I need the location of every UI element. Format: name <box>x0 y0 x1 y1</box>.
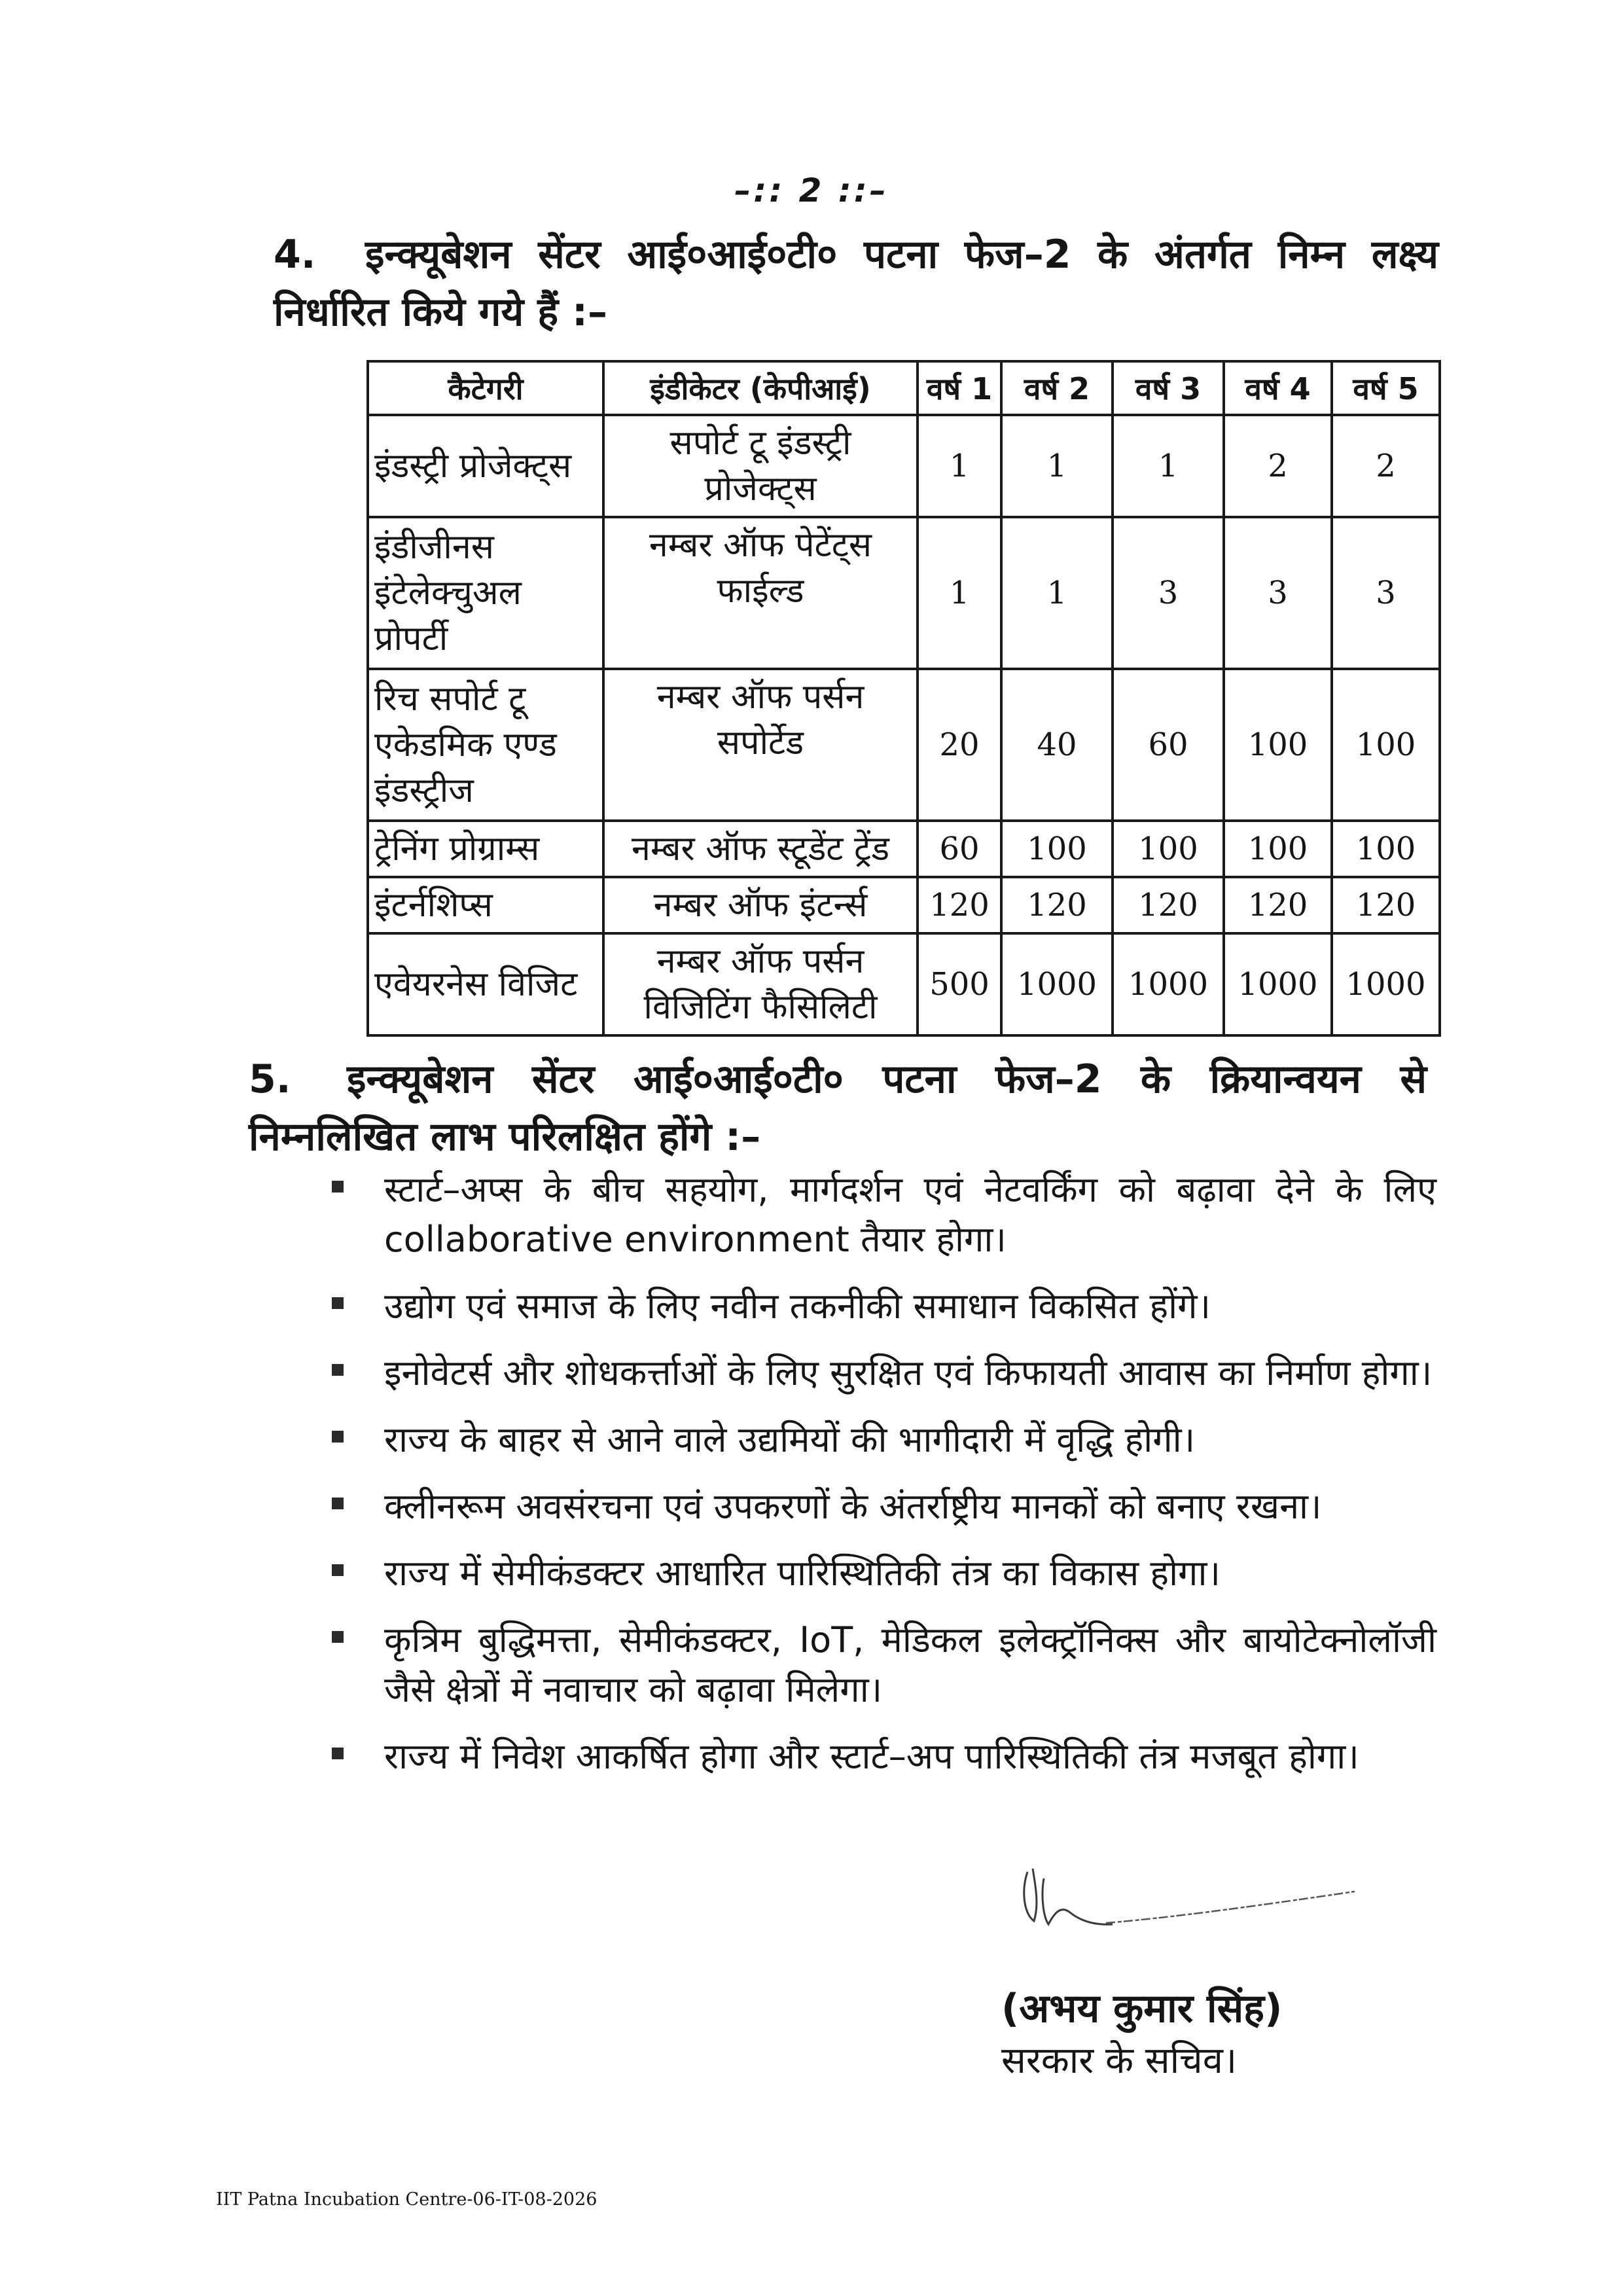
row-value-year-5: 100 <box>1332 669 1440 821</box>
row-value-year-1: 500 <box>918 933 1001 1035</box>
section-5-number: 5. <box>249 1056 291 1102</box>
row-value-year-2: 1000 <box>1001 933 1113 1035</box>
row-category: एवेयरनेस विजिट <box>368 933 603 1035</box>
section-4-heading-line1: इन्क्यूबेशन सेंटर आई०आई०टी० पटना फेज–2 के अंतर्गत निम्न लक्ष्य <box>365 232 1438 278</box>
bullet-square-icon <box>332 1181 344 1193</box>
row-value-year-2: 1 <box>1001 415 1113 517</box>
row-category: रिच सपोर्ट टू एकेडमिक एण्ड इंडस्ट्रीज <box>368 669 603 821</box>
benefits-list <box>324 1165 1436 1799</box>
header-year-3: वर्ष 3 <box>1113 361 1224 415</box>
header-year-4: वर्ष 4 <box>1224 361 1332 415</box>
row-value-year-1: 1 <box>918 415 1001 517</box>
section-4-heading <box>274 226 1438 344</box>
row-indicator: नम्बर ऑफ पेटेंट्स फाईल्ड <box>603 517 918 669</box>
handwritten-signature <box>1008 1852 1361 1937</box>
header-indicator: इंडीकेटर (केपीआई) <box>603 361 918 415</box>
row-indicator: नम्बर ऑफ पर्सन विजिटिंग फैसिलिटी <box>603 933 918 1035</box>
row-value-year-4: 100 <box>1224 821 1332 877</box>
row-value-year-3: 100 <box>1113 821 1224 877</box>
section-5-heading <box>249 1050 1427 1168</box>
signatory-name: (अभय कुमार सिंह) <box>1001 1986 1283 2032</box>
list-item <box>324 1282 1436 1331</box>
bullet-square-icon <box>332 1364 344 1376</box>
benefit-text: स्टार्ट–अप्स के बीच सहयोग, मार्गदर्शन एवं नेटवर्किंग को बढ़ावा देने के लिए collaborative environment तैयार होगा। <box>384 1169 1436 1260</box>
section-4-number: 4. <box>274 232 316 278</box>
header-category: कैटेगरी <box>368 361 603 415</box>
bullet-square-icon <box>332 1297 344 1309</box>
row-value-year-2: 1 <box>1001 517 1113 669</box>
table-row <box>368 415 1440 517</box>
benefit-text: कृत्रिम बुद्धिमत्ता, सेमीकंडक्टर, IoT, मेडिकल इलेक्ट्रॉनिक्स और बायोटेक्नोलॉजी जैसे क्षेत्रों में नवाचार को बढ़ावा मिलेगा। <box>384 1619 1436 1710</box>
row-value-year-5: 1000 <box>1332 933 1440 1035</box>
list-item <box>324 1732 1436 1782</box>
row-category: इंडस्ट्री प्रोजेक्ट्स <box>368 415 603 517</box>
row-value-year-1: 1 <box>918 517 1001 669</box>
row-value-year-1: 120 <box>918 877 1001 933</box>
row-indicator: सपोर्ट टू इंडस्ट्री प्रोजेक्ट्स <box>603 415 918 517</box>
row-value-year-2: 40 <box>1001 669 1113 821</box>
benefit-text: क्लीनरूम अवसंरचना एवं उपकरणों के अंतर्राष्ट्रीय मानकों को बनाए रखना। <box>384 1486 1322 1527</box>
page-number: –:: 2 ::– <box>734 171 889 209</box>
row-indicator: नम्बर ऑफ इंटर्न्स <box>603 877 918 933</box>
kpi-table <box>366 360 1441 1037</box>
footer-reference: IIT Patna Incubation Centre-06-IT-08-2026 <box>216 2189 597 2210</box>
row-value-year-4: 3 <box>1224 517 1332 669</box>
benefit-text: राज्य में निवेश आकर्षित होगा और स्टार्ट–अप पारिस्थितिकी तंत्र मजबूत होगा। <box>384 1736 1359 1777</box>
row-value-year-1: 60 <box>918 821 1001 877</box>
row-value-year-4: 120 <box>1224 877 1332 933</box>
row-category: ट्रेनिंग प्रोग्राम्स <box>368 821 603 877</box>
section-5-heading-line1: इन्क्यूबेशन सेंटर आई०आई०टी० पटना फेज–2 के क्रियान्वयन से <box>347 1056 1427 1102</box>
bullet-square-icon <box>332 1748 344 1759</box>
row-value-year-5: 100 <box>1332 821 1440 877</box>
section-4-heading-line2: निर्धारित किये गये हैं :– <box>274 289 607 335</box>
table-row <box>368 821 1440 877</box>
benefit-text: राज्य के बाहर से आने वाले उद्यमियों की भागीदारी में वृद्धि होगी। <box>384 1419 1196 1460</box>
list-item <box>324 1348 1436 1398</box>
benefit-text: उद्योग एवं समाज के लिए नवीन तकनीकी समाधान विकसित होंगे। <box>384 1285 1211 1327</box>
row-value-year-4: 1000 <box>1224 933 1332 1035</box>
table-row <box>368 877 1440 933</box>
row-value-year-2: 120 <box>1001 877 1113 933</box>
table-row <box>368 933 1440 1035</box>
row-value-year-5: 3 <box>1332 517 1440 669</box>
table-row <box>368 517 1440 669</box>
row-value-year-5: 120 <box>1332 877 1440 933</box>
benefit-text: इनोवेटर्स और शोधकर्त्ताओं के लिए सुरक्षित एवं किफायती आवास का निर्माण होगा। <box>384 1352 1433 1393</box>
header-year-5: वर्ष 5 <box>1332 361 1440 415</box>
row-value-year-3: 120 <box>1113 877 1224 933</box>
row-value-year-4: 2 <box>1224 415 1332 517</box>
list-item <box>324 1615 1436 1715</box>
header-year-1: वर्ष 1 <box>918 361 1001 415</box>
list-item <box>324 1415 1436 1465</box>
row-value-year-4: 100 <box>1224 669 1332 821</box>
header-year-2: वर्ष 2 <box>1001 361 1113 415</box>
list-item <box>324 1482 1436 1532</box>
row-value-year-3: 1000 <box>1113 933 1224 1035</box>
bullet-square-icon <box>332 1631 344 1643</box>
bullet-square-icon <box>332 1431 344 1443</box>
row-value-year-3: 60 <box>1113 669 1224 821</box>
table-row <box>368 669 1440 821</box>
benefit-text: राज्य में सेमीकंडक्टर आधारित पारिस्थितिकी तंत्र का विकास होगा। <box>384 1552 1221 1594</box>
row-value-year-3: 1 <box>1113 415 1224 517</box>
row-value-year-2: 100 <box>1001 821 1113 877</box>
bullet-square-icon <box>332 1564 344 1576</box>
row-value-year-1: 20 <box>918 669 1001 821</box>
row-value-year-3: 3 <box>1113 517 1224 669</box>
signatory-designation: सरकार के सचिव। <box>1001 2039 1238 2082</box>
row-value-year-5: 2 <box>1332 415 1440 517</box>
row-indicator: नम्बर ऑफ स्टूडेंट ट्रेंड <box>603 821 918 877</box>
kpi-table-header-row <box>368 361 1440 415</box>
list-item <box>324 1165 1436 1265</box>
bullet-square-icon <box>332 1498 344 1509</box>
row-category: इंडीजीनस इंटेलेक्चुअल प्रोपर्टी <box>368 517 603 669</box>
list-item <box>324 1549 1436 1598</box>
section-5-heading-line2: निम्नलिखित लाभ परिलक्षित होंगे :– <box>249 1114 761 1160</box>
row-indicator: नम्बर ऑफ पर्सन सपोर्टेड <box>603 669 918 821</box>
row-category: इंटर्नशिप्स <box>368 877 603 933</box>
